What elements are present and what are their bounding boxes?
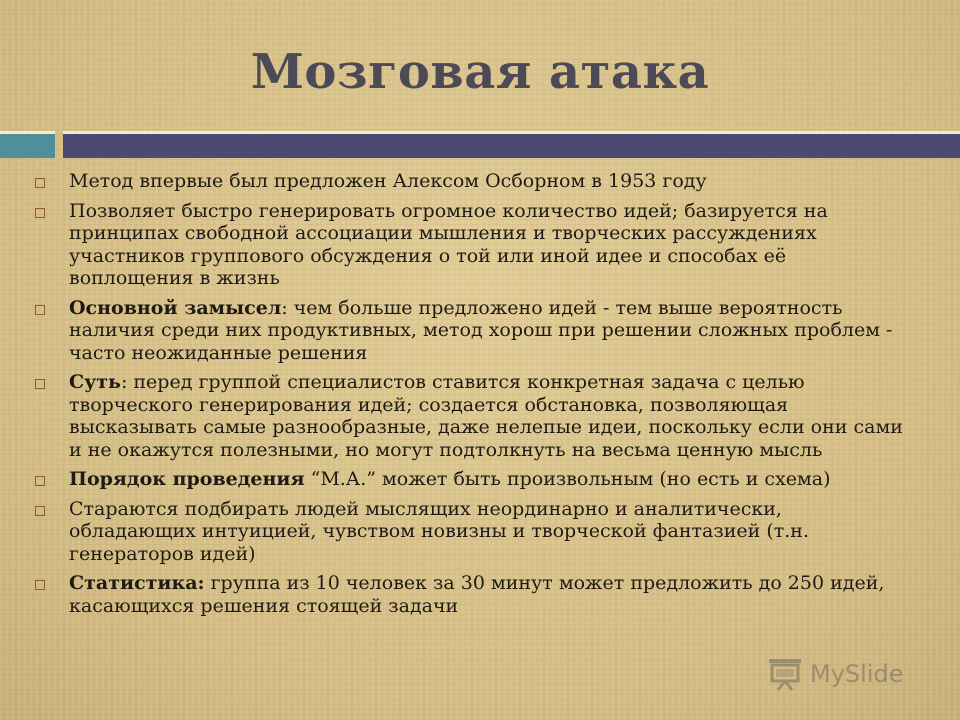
bullet-marker-icon	[35, 305, 45, 315]
bullet-item	[30, 371, 910, 461]
slide-title: Мозговая атака	[250, 44, 710, 100]
bullet-item	[30, 572, 910, 617]
bullet-marker-icon	[35, 476, 45, 486]
bullet-marker-icon	[35, 506, 45, 516]
bullet-text: Метод впервые был предложен Алексом Осборном в 1953 году	[69, 170, 707, 192]
bullet-item	[30, 170, 910, 193]
bullet-text: “М.А.” может быть произвольным (но есть и схема)	[304, 468, 831, 490]
watermark	[766, 657, 936, 691]
slideshow-logo-icon	[766, 657, 806, 691]
bullet-marker-icon	[35, 580, 45, 590]
watermark-text: MySlide	[810, 660, 904, 688]
bullet-item	[30, 200, 910, 290]
bullet-item	[30, 297, 910, 365]
bullet-lead: Порядок проведения	[69, 468, 305, 490]
bullet-item	[30, 468, 910, 491]
bullet-text: Стараются подбирать людей мыслящих неординарно и аналитически, обладающих интуицией, чувством новизны и творческой фантазией (т.н. генераторов идей)	[69, 497, 809, 565]
title-rule-bar	[63, 131, 960, 158]
bullet-text: группа из 10 человек за 30 минут может предложить до 250 идей, касающихся решения стоящей задачи	[69, 572, 885, 617]
bullet-list	[30, 170, 910, 624]
bullet-lead: Основной замысел	[69, 296, 282, 319]
title-rule-accent	[0, 131, 55, 158]
bullet-text: Позволяет быстро генерировать огромное количество идей; базируется на принципах свободной ассоциации мышления и творческих рассуждениях участников группового обсуждения о той или иной идее и способах её воплощения в жизнь	[69, 199, 828, 289]
bullet-lead: Суть	[69, 371, 121, 393]
bullet-item	[30, 498, 910, 566]
bullet-marker-icon	[35, 208, 45, 218]
bullet-marker-icon	[35, 178, 45, 188]
bullet-text: : перед группой специалистов ставится конкретная задача с целью творческого генерирования идей; создается обстановка, позволяющая высказывать самые разнообразные, даже нелепые идеи, поскольку если они сами и не окажутся полезными, но могут подтолкнуть на весьма ценную мысль	[69, 371, 903, 461]
bullet-marker-icon	[35, 379, 45, 389]
bullet-text: : чем больше предложено идей - тем выше вероятность наличия среди них продуктивных, метод хорош при решении сложных проблем - часто неожиданные решения	[69, 296, 893, 364]
bullet-lead: Статистика:	[69, 572, 205, 594]
